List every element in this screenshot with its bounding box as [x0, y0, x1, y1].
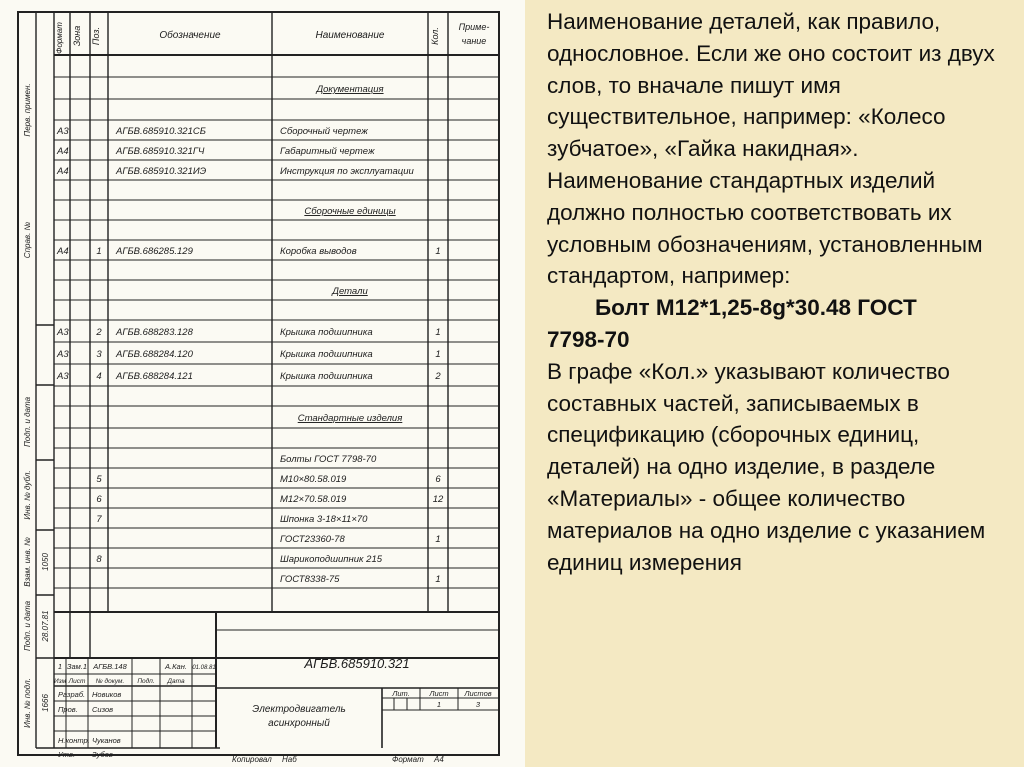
header-name: Наименование: [315, 30, 385, 41]
bolt-example-line-2: 7798-70: [547, 326, 630, 352]
row-13-pos: 6: [96, 494, 102, 505]
sheets-label: Листов: [464, 689, 492, 698]
header-pos: Поз.: [91, 26, 101, 46]
product-name-1: Электродвигатель: [252, 704, 346, 715]
row-12-qty: 6: [435, 474, 441, 485]
row-0-name: Документация: [316, 84, 384, 95]
side-sign-date-1: Подп. и дата: [23, 396, 32, 448]
row-13-qty: 12: [432, 494, 444, 505]
side-ref-no: Справ. №: [23, 221, 32, 259]
specification-rows: [56, 84, 444, 585]
row-9-pos: 4: [96, 371, 102, 382]
side-vzam-inv: Взам. инв. №: [23, 537, 32, 587]
paragraph-2: В графе «Кол.» указывают количество составных частей, записываемых в спецификацию (сборочных единиц, деталей) на одно изделие, в разделе «Материалы» - общее количество материалов на одно изделие с указанием единиц измерения: [547, 358, 986, 575]
role-4: Утв.: [58, 750, 76, 759]
side-vzam-value: 1050: [41, 553, 50, 571]
row-5-format: А4: [57, 246, 69, 257]
name-4: Зубов: [92, 750, 113, 759]
row-9-qty: 2: [435, 371, 441, 382]
header-note-1: Приме-: [458, 22, 490, 32]
col-izm: Изм: [53, 678, 67, 685]
row-8-designation: АГБВ.688284.120: [116, 349, 193, 360]
row-16-pos: 8: [96, 554, 102, 565]
row-2-name: Габаритный чертеж: [280, 146, 375, 157]
row-17-name: ГОСТ8338-75: [280, 574, 340, 585]
side-inv-orig: Инв. № подл.: [23, 678, 32, 728]
row-8-pos: 3: [96, 349, 102, 360]
side-inv-dup: Инв. № дубл.: [23, 470, 32, 520]
copied-label: Копировал: [232, 755, 272, 764]
side-inv-orig-value: 1666: [41, 694, 50, 712]
col-sign: Подп.: [137, 678, 155, 685]
role-3: Н.контр.: [58, 736, 90, 745]
name-3: Чуканов: [92, 736, 121, 745]
row-2-format: А4: [57, 146, 69, 157]
col-list: Лист: [68, 678, 86, 685]
lit-label: Лит.: [392, 689, 410, 698]
row-3-format: А4: [57, 166, 69, 177]
paragraph-1: Наименование деталей, как правило, однословное. Если же оно состоит из двух слов, то вначале пишут имя существительное, например: «Колесо зубчатое», «Гайка накидная». Наименование стандартных изделий должно полностью соответствовать их условным обозначениям, установленным стандартом, например:: [547, 9, 995, 289]
col-doc: № докум.: [95, 678, 125, 685]
row-12-name: М10×80.58.019: [280, 474, 347, 485]
side-sign-date-value: 28.07.81: [41, 610, 50, 642]
row-8-qty: 1: [435, 349, 441, 360]
sheet-value: 1: [436, 700, 442, 709]
sheet-label: Лист: [429, 689, 449, 698]
row-5-qty: 1: [435, 246, 441, 257]
row-5-name: Коробка выводов: [280, 246, 357, 257]
bolt-example-line-1: Болт М12*1,25-8g*30.48 ГОСТ: [595, 295, 917, 321]
format-value: А4: [434, 755, 444, 764]
row-12-pos: 5: [96, 474, 102, 485]
row-5-pos: 1: [96, 246, 102, 257]
rev-5: 01.08.81: [192, 665, 216, 671]
form-grid-lines: [18, 12, 499, 755]
rev-4: А.Кан.: [165, 662, 187, 671]
row-2-designation: АГБВ.685910.321ГЧ: [116, 146, 205, 157]
row-7-pos: 2: [96, 327, 102, 338]
row-7-name: Крышка подшипника: [280, 327, 373, 338]
row-1-format: А3: [57, 126, 69, 137]
row-15-name: ГОСТ23360-78: [280, 534, 345, 545]
row-8-name: Крышка подшипника: [280, 349, 373, 360]
row-14-pos: 7: [96, 514, 102, 525]
row-6-name: Детали: [332, 286, 368, 297]
row-15-qty: 1: [435, 534, 441, 545]
header-note-2: чание: [461, 36, 487, 46]
row-7-designation: АГБВ.688283.128: [116, 327, 193, 338]
role-2: Пров.: [58, 705, 78, 714]
sheets-value: 3: [475, 700, 481, 709]
row-17-qty: 1: [435, 574, 441, 585]
copied-sign: Наб: [282, 755, 297, 764]
role-1: Разраб.: [58, 690, 86, 699]
row-9-format: А3: [57, 371, 69, 382]
row-5-designation: АГБВ.686285.129: [116, 246, 193, 257]
row-14-name: Шпонка 3-18×11×70: [280, 514, 368, 525]
side-sign-date-2: Подп. и дата: [23, 600, 32, 652]
product-name-2: асинхронный: [268, 718, 330, 729]
rev-2: Зам.1: [66, 662, 88, 671]
row-3-name: Инструкция по эксплуатации: [280, 166, 414, 177]
side-first-use: Перв. примен.: [23, 83, 32, 137]
row-1-designation: АГБВ.685910.321СБ: [116, 126, 206, 137]
document-code: АГБВ.685910.321: [304, 656, 410, 671]
header-zone: Зона: [72, 25, 82, 47]
row-10-name: Стандартные изделия: [297, 413, 403, 424]
row-4-name: Сборочные единицы: [304, 206, 396, 217]
row-11-name: Болты ГОСТ 7798-70: [280, 454, 377, 465]
rev-3: АГБВ.148: [93, 662, 127, 671]
row-1-name: Сборочный чертеж: [280, 126, 368, 137]
row-9-designation: АГБВ.688284.121: [116, 371, 193, 382]
name-2: Сизов: [92, 705, 114, 714]
row-8-format: А3: [57, 349, 69, 360]
format-label: Формат: [392, 755, 424, 764]
row-7-format: А3: [57, 327, 69, 338]
header-qty: Кол.: [430, 27, 440, 45]
header-designation: Обозначение: [159, 30, 221, 41]
header-format: Формат: [55, 22, 64, 54]
rev-1: 1: [57, 662, 63, 671]
row-13-name: М12×70.58.019: [280, 494, 347, 505]
row-3-designation: АГБВ.685910.321ИЭ: [116, 166, 207, 177]
name-1: Новиков: [92, 690, 122, 699]
row-9-name: Крышка подшипника: [280, 371, 373, 382]
explanation-text: [547, 6, 1015, 578]
col-date: Дата: [167, 678, 185, 685]
row-16-name: Шарикоподшипник 215: [280, 554, 383, 565]
row-7-qty: 1: [435, 327, 441, 338]
